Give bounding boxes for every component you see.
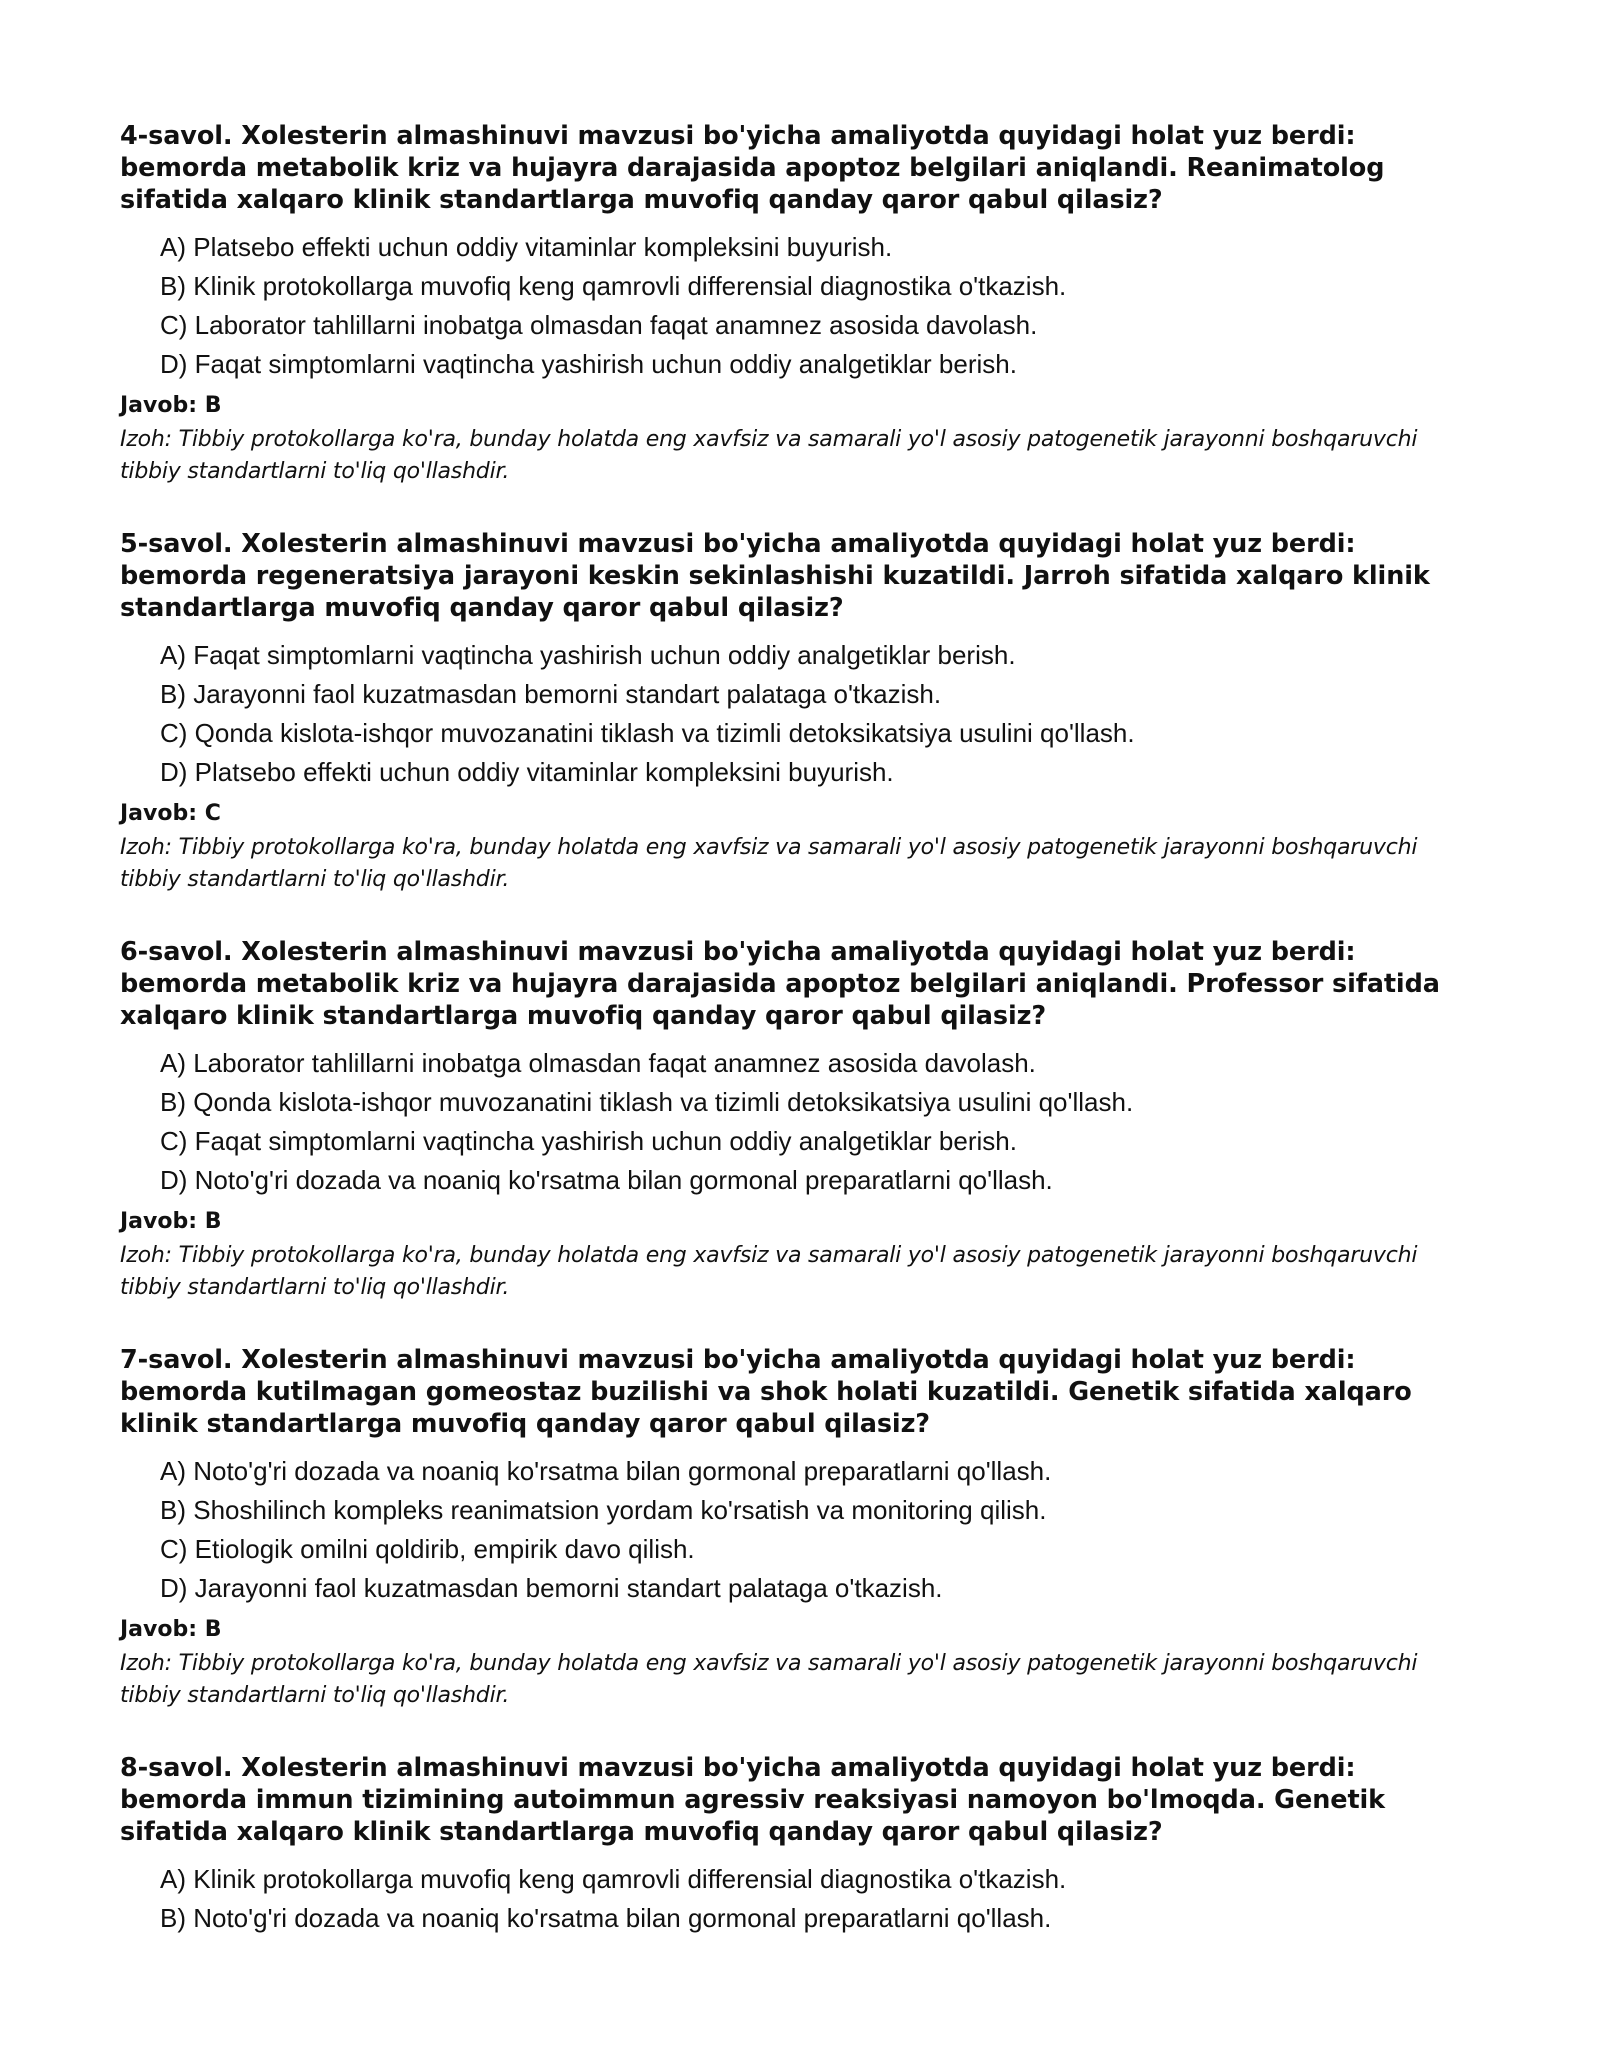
- question-title: 5-savol. Xolesterin almashinuvi mavzusi bo'yicha amaliyotda quyidagi holat yuz berdi: bemorda regeneratsiya jarayoni keskin sekinlashishi kuzatildi. Jarroh sifatida xalqaro klinik standartlarga muvofiq qanday qaror qabul qilasiz?: [120, 529, 1430, 623]
- question-5: [120, 528, 1460, 896]
- question-7: [120, 1344, 1460, 1712]
- question-6: [120, 936, 1460, 1304]
- option-a: A) Klinik protokollarga muvofiq keng qamrovli differensial diagnostika o'tkazish.: [160, 1864, 1067, 1894]
- explanation-text: Izoh: Tibbiy protokollarga ko'ra, bunday holatda eng xavfsiz va samarali yo'l asosiy patogenetik jarayonni boshqaruvchi tibbiy standartlarni to'liq qo'llashdir.: [120, 1651, 1418, 1708]
- answer-label: Javob: C: [120, 801, 221, 826]
- option-d: D) Platsebo effekti uchun oddiy vitaminlar kompleksini buyurish.: [160, 757, 894, 787]
- option-c: C) Faqat simptomlarni vaqtincha yashirish uchun oddiy analgetiklar berish.: [160, 1126, 1017, 1156]
- document-page: [120, 120, 1460, 1978]
- option-b: B) Klinik protokollarga muvofiq keng qamrovli differensial diagnostika o'tkazish.: [160, 271, 1067, 301]
- explanation-text: Izoh: Tibbiy protokollarga ko'ra, bunday holatda eng xavfsiz va samarali yo'l asosiy patogenetik jarayonni boshqaruvchi tibbiy standartlarni to'liq qo'llashdir.: [120, 427, 1418, 484]
- explanation-text: Izoh: Tibbiy protokollarga ko'ra, bunday holatda eng xavfsiz va samarali yo'l asosiy patogenetik jarayonni boshqaruvchi tibbiy standartlarni to'liq qo'llashdir.: [120, 835, 1418, 892]
- option-a: A) Noto'g'ri dozada va noaniq ko'rsatma bilan gormonal preparatlarni qo'llash.: [160, 1456, 1052, 1486]
- option-c: C) Etiologik omilni qoldirib, empirik davo qilish.: [160, 1534, 695, 1564]
- option-d: D) Faqat simptomlarni vaqtincha yashirish uchun oddiy analgetiklar berish.: [160, 349, 1017, 379]
- question-title: 6-savol. Xolesterin almashinuvi mavzusi bo'yicha amaliyotda quyidagi holat yuz berdi: bemorda metabolik kriz va hujayra darajasida apoptoz belgilari aniqlandi. Professor sifatida xalqaro klinik standartlarga muvofiq qanday qaror qabul qilasiz?: [120, 937, 1440, 1031]
- option-a: A) Faqat simptomlarni vaqtincha yashirish uchun oddiy analgetiklar berish.: [160, 640, 1016, 670]
- options-list: [120, 1044, 1460, 1200]
- question-title: 8-savol. Xolesterin almashinuvi mavzusi bo'yicha amaliyotda quyidagi holat yuz berdi: bemorda immun tizimining autoimmun agressiv reaksiyasi namoyon bo'lmoqda. Genetik sifatida xalqaro klinik standartlarga muvofiq qanday qaror qabul qilasiz?: [120, 1753, 1386, 1847]
- question-8: [120, 1752, 1460, 1938]
- option-d: D) Jarayonni faol kuzatmasdan bemorni standart palataga o'tkazish.: [160, 1573, 943, 1603]
- options-list: [120, 636, 1460, 792]
- question-title: 7-savol. Xolesterin almashinuvi mavzusi bo'yicha amaliyotda quyidagi holat yuz berdi: bemorda kutilmagan gomeostaz buzilishi va shok holati kuzatildi. Genetik sifatida xalqaro klinik standartlarga muvofiq qanday qaror qabul qilasiz?: [120, 1345, 1412, 1439]
- options-list: [120, 228, 1460, 384]
- question-4: [120, 120, 1460, 488]
- option-b: B) Jarayonni faol kuzatmasdan bemorni standart palataga o'tkazish.: [160, 679, 942, 709]
- option-b: B) Shoshilinch kompleks reanimatsion yordam ko'rsatish va monitoring qilish.: [160, 1495, 1047, 1525]
- answer-label: Javob: B: [120, 1209, 222, 1234]
- answer-label: Javob: B: [120, 1617, 222, 1642]
- explanation-text: Izoh: Tibbiy protokollarga ko'ra, bunday holatda eng xavfsiz va samarali yo'l asosiy patogenetik jarayonni boshqaruvchi tibbiy standartlarni to'liq qo'llashdir.: [120, 1243, 1418, 1300]
- option-b: B) Noto'g'ri dozada va noaniq ko'rsatma bilan gormonal preparatlarni qo'llash.: [160, 1903, 1052, 1933]
- option-a: A) Platsebo effekti uchun oddiy vitaminlar kompleksini buyurish.: [160, 232, 893, 262]
- question-title: 4-savol. Xolesterin almashinuvi mavzusi bo'yicha amaliyotda quyidagi holat yuz berdi: bemorda metabolik kriz va hujayra darajasida apoptoz belgilari aniqlandi. Reanimatolog sifatida xalqaro klinik standartlarga muvofiq qanday qaror qabul qilasiz?: [120, 121, 1385, 215]
- option-c: C) Laborator tahlillarni inobatga olmasdan faqat anamnez asosida davolash.: [160, 310, 1038, 340]
- option-a: A) Laborator tahlillarni inobatga olmasdan faqat anamnez asosida davolash.: [160, 1048, 1036, 1078]
- options-list: [120, 1860, 1460, 1938]
- option-c: C) Qonda kislota-ishqor muvozanatini tiklash va tizimli detoksikatsiya usulini qo'llash.: [160, 718, 1135, 748]
- options-list: [120, 1452, 1460, 1608]
- answer-label: Javob: B: [120, 393, 222, 418]
- option-d: D) Noto'g'ri dozada va noaniq ko'rsatma bilan gormonal preparatlarni qo'llash.: [160, 1165, 1053, 1195]
- option-b: B) Qonda kislota-ishqor muvozanatini tiklash va tizimli detoksikatsiya usulini qo'llash.: [160, 1087, 1134, 1117]
